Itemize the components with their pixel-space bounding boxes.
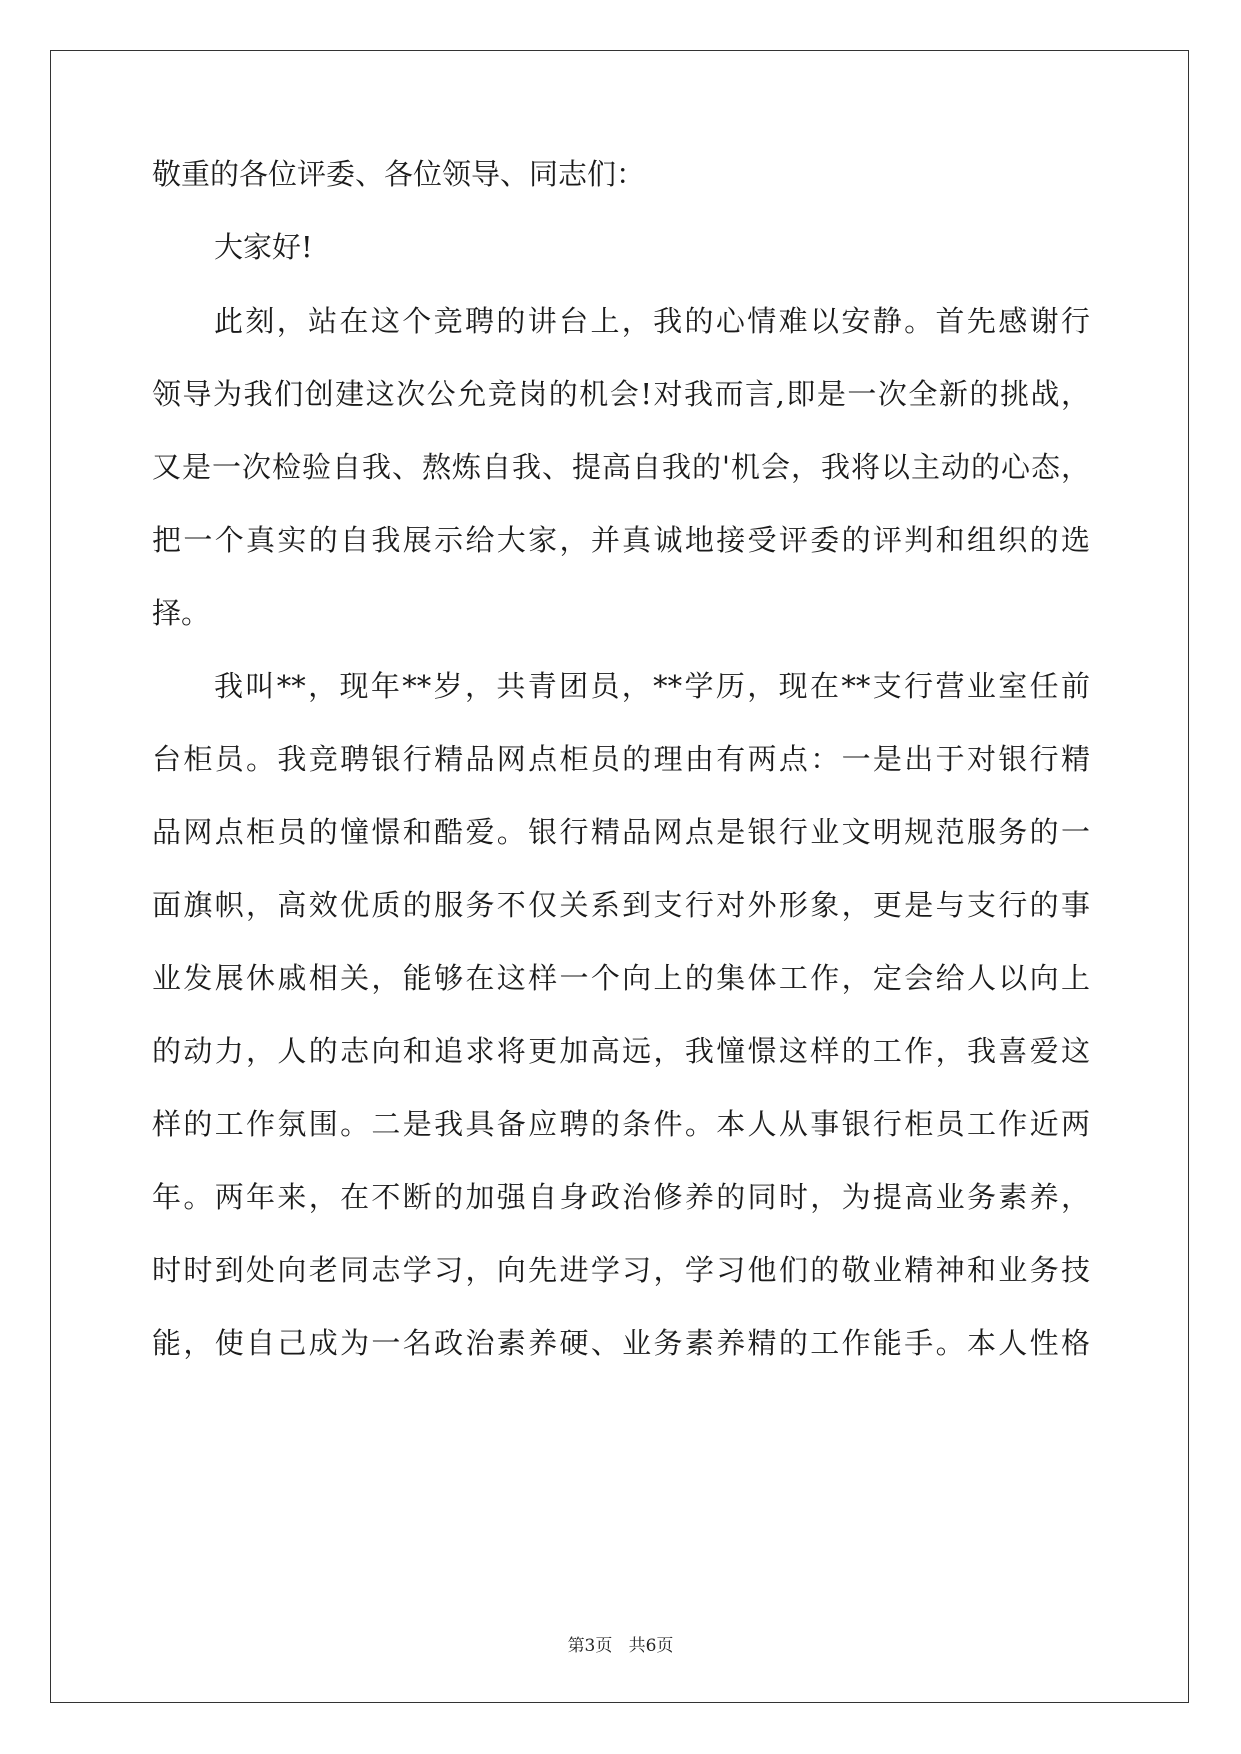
text-line: 样的工作氛围。二是我具备应聘的条件。本人从事银行柜员工作近两 [152,1107,1090,1141]
text-line: 我叫**，现年**岁，共青团员，**学历，现在**支行营业室任前 [214,669,1090,703]
text-line: 面旗帜，高效优质的服务不仅关系到支行对外形象，更是与支行的事 [152,888,1090,922]
text-line: 又是一次检验自我、熬炼自我、提高自我的'机会，我将以主动的心态， [152,450,1090,484]
text-line: 择。 [152,596,211,630]
greeting-line: 大家好! [214,230,313,264]
page-total: 共6页 [628,1636,674,1656]
page-border [50,50,1189,1703]
text-line: 能，使自己成为一名政治素养硬、业务素养精的工作能手。本人性格 [152,1326,1090,1360]
text-line: 品网点柜员的憧憬和酷爱。银行精品网点是银行业文明规范服务的一 [152,815,1090,849]
salutation-line: 敬重的各位评委、各位领导、同志们： [152,157,646,191]
text-line: 时时到处向老同志学习，向先进学习，学习他们的敬业精神和业务技 [152,1253,1090,1287]
text-line: 把一个真实的自我展示给大家，并真诚地接受评委的评判和组织的选 [152,523,1090,557]
text-line: 此刻，站在这个竞聘的讲台上，我的心情难以安静。首先感谢行 [214,304,1090,338]
text-line: 的动力，人的志向和追求将更加高远，我憧憬这样的工作，我喜爱这 [152,1034,1090,1068]
text-line: 业发展休戚相关，能够在这样一个向上的集体工作，定会给人以向上 [152,961,1090,995]
text-line: 年。两年来，在不断的加强自身政治修养的同时，为提高业务素养， [152,1180,1090,1214]
page-number: 第3页 [567,1636,613,1656]
page-footer [0,1634,1241,1658]
text-line: 台柜员。我竞聘银行精品网点柜员的理由有两点：一是出于对银行精 [152,742,1090,776]
text-line: 领导为我们创建这次公允竞岗的机会!对我而言,即是一次全新的挑战， [152,377,1090,411]
